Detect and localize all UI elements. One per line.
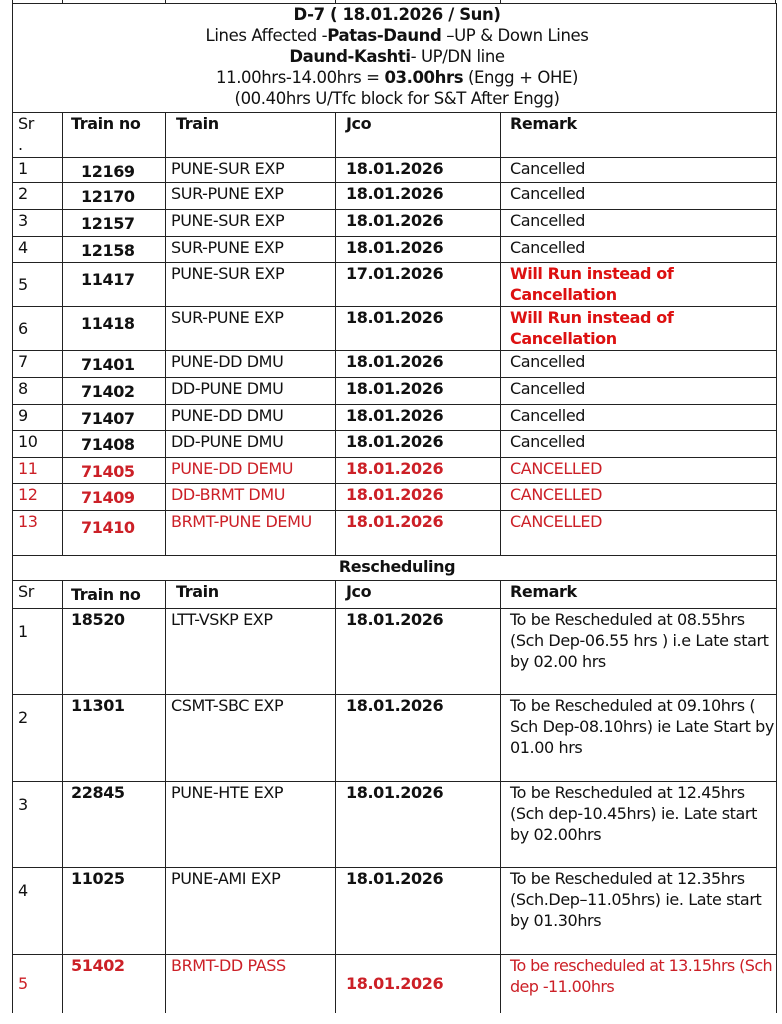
row-jco-date: 18.01.2026 bbox=[336, 955, 501, 1013]
banner-lines-affected bbox=[18, 25, 776, 46]
row-sr: 3 bbox=[13, 782, 63, 868]
cancellation-row bbox=[13, 237, 777, 263]
cancellation-row bbox=[13, 307, 777, 351]
row-train-no: 71407 bbox=[63, 405, 166, 431]
row-remark: Cancelled bbox=[501, 183, 777, 210]
header-train-no: Train no bbox=[63, 113, 166, 158]
row-train-no: 11025 bbox=[63, 868, 166, 955]
row-sr: 10 bbox=[13, 431, 63, 458]
banner-section-daund-kashti: Daund-Kashti bbox=[289, 47, 411, 66]
row-sr: 1 bbox=[13, 158, 63, 183]
row-train-name: LTT-VSKP EXP bbox=[166, 609, 336, 695]
row-sr: 2 bbox=[13, 183, 63, 210]
row-sr: 4 bbox=[13, 868, 63, 955]
row-jco-date: 18.01.2026 bbox=[336, 237, 501, 263]
cancellation-row bbox=[13, 431, 777, 458]
cancellation-header-row bbox=[13, 113, 777, 158]
row-jco-date: 18.01.2026 bbox=[336, 183, 501, 210]
row-train-name: DD-PUNE DMU bbox=[166, 378, 336, 405]
row-train-name: DD-BRMT DMU bbox=[166, 484, 336, 511]
row-remark: Will Run instead of Cancellation bbox=[501, 263, 777, 307]
row-jco-date: 18.01.2026 bbox=[336, 351, 501, 378]
banner-text: 11.00hrs-14.00hrs = bbox=[216, 68, 385, 87]
block-banner-row bbox=[13, 4, 777, 113]
row-jco-date: 18.01.2026 bbox=[336, 405, 501, 431]
cancellation-row bbox=[13, 183, 777, 210]
row-jco-date: 18.01.2026 bbox=[336, 511, 501, 556]
row-train-no: 12169 bbox=[63, 158, 166, 183]
row-train-name: CSMT-SBC EXP bbox=[166, 695, 336, 782]
cancellation-row bbox=[13, 458, 777, 484]
row-train-no: 11418 bbox=[63, 307, 166, 351]
banner-note: (00.40hrs U/Tfc block for S&T After Engg) bbox=[234, 89, 560, 108]
row-sr: 5 bbox=[13, 263, 63, 307]
row-train-name: BRMT-PUNE DEMU bbox=[166, 511, 336, 556]
cancellation-row bbox=[13, 378, 777, 405]
row-jco-date: 18.01.2026 bbox=[336, 431, 501, 458]
row-train-no: 71409 bbox=[63, 484, 166, 511]
row-sr: 9 bbox=[13, 405, 63, 431]
rescheduling-row bbox=[13, 955, 777, 1013]
row-jco-date: 18.01.2026 bbox=[336, 158, 501, 183]
row-sr: 1 bbox=[13, 609, 63, 695]
row-sr: 12 bbox=[13, 484, 63, 511]
cancellation-row bbox=[13, 405, 777, 431]
row-train-no: 71405 bbox=[63, 458, 166, 484]
header-train-no: Train no bbox=[63, 581, 166, 609]
row-remark: Cancelled bbox=[501, 378, 777, 405]
row-train-name: PUNE-DD DMU bbox=[166, 351, 336, 378]
banner-text: –UP & Down Lines bbox=[441, 26, 589, 45]
header-train: Train bbox=[166, 113, 336, 158]
row-remark: CANCELLED bbox=[501, 458, 777, 484]
row-jco-date: 18.01.2026 bbox=[336, 868, 501, 955]
row-remark: To be Rescheduled at 12.35hrs (Sch.Dep–11.05hrs) ie. Late start by 01.30hrs bbox=[501, 868, 777, 955]
row-train-no: 11417 bbox=[63, 263, 166, 307]
row-sr: 13 bbox=[13, 511, 63, 556]
rescheduling-header-row bbox=[13, 581, 777, 609]
cancellation-row bbox=[13, 351, 777, 378]
row-train-name: PUNE-SUR EXP bbox=[166, 158, 336, 183]
row-remark: To be Rescheduled at 12.45hrs (Sch dep-10.45hrs) ie. Late start by 02.00hrs bbox=[501, 782, 777, 868]
row-sr: 8 bbox=[13, 378, 63, 405]
banner-text: - UP/DN line bbox=[410, 47, 505, 66]
row-train-no: 22845 bbox=[63, 782, 166, 868]
row-train-no: 71401 bbox=[63, 351, 166, 378]
row-train-name: PUNE-SUR EXP bbox=[166, 210, 336, 237]
row-jco-date: 18.01.2026 bbox=[336, 378, 501, 405]
row-train-no: 71408 bbox=[63, 431, 166, 458]
row-sr: 6 bbox=[13, 307, 63, 351]
row-remark: Cancelled bbox=[501, 237, 777, 263]
banner-text: Lines Affected - bbox=[205, 26, 328, 45]
row-train-no: 12157 bbox=[63, 210, 166, 237]
header-jco: Jco bbox=[336, 581, 501, 609]
row-train-name: PUNE-DD DMU bbox=[166, 405, 336, 431]
row-sr: 11 bbox=[13, 458, 63, 484]
header-remark: Remark bbox=[501, 581, 777, 609]
rescheduling-row bbox=[13, 868, 777, 955]
header-jco: Jco bbox=[336, 113, 501, 158]
row-remark: Cancelled bbox=[501, 351, 777, 378]
banner-daund-kashti bbox=[18, 46, 776, 67]
row-remark: Cancelled bbox=[501, 405, 777, 431]
header-remark: Remark bbox=[501, 113, 777, 158]
row-remark: To be Rescheduled at 08.55hrs (Sch Dep-06.55 hrs ) i.e Late start by 02.00 hrs bbox=[501, 609, 777, 695]
banner-block-time bbox=[18, 67, 776, 88]
row-train-no: 12158 bbox=[63, 237, 166, 263]
row-sr: 4 bbox=[13, 237, 63, 263]
row-jco-date: 18.01.2026 bbox=[336, 695, 501, 782]
row-remark: To be rescheduled at 13.15hrs (Sch dep -11.00hrs bbox=[501, 955, 777, 1013]
banner-duration: 03.00hrs bbox=[384, 68, 464, 87]
row-jco-date: 18.01.2026 bbox=[336, 609, 501, 695]
row-jco-date: 18.01.2026 bbox=[336, 484, 501, 511]
row-train-no: 51402 bbox=[63, 955, 166, 1013]
header-sr: Sr bbox=[13, 581, 63, 609]
header-sr: Sr . bbox=[13, 113, 63, 158]
row-train-no: 12170 bbox=[63, 183, 166, 210]
row-sr: 2 bbox=[13, 695, 63, 782]
rescheduling-row bbox=[13, 782, 777, 868]
rescheduling-section-title: Rescheduling bbox=[13, 556, 777, 581]
row-jco-date: 18.01.2026 bbox=[336, 307, 501, 351]
row-train-name: BRMT-DD PASS bbox=[166, 955, 336, 1013]
row-remark: To be Rescheduled at 09.10hrs ( Sch Dep-08.10hrs) ie Late Start by 01.00 hrs bbox=[501, 695, 777, 782]
banner-text: (Engg + OHE) bbox=[463, 68, 579, 87]
banner-title: D-7 ( 18.01.2026 / Sun) bbox=[293, 5, 501, 24]
row-jco-date: 18.01.2026 bbox=[336, 458, 501, 484]
banner-section-patas-daund: Patas-Daund bbox=[327, 26, 442, 45]
row-train-name: SUR-PUNE EXP bbox=[166, 183, 336, 210]
row-train-name: PUNE-DD DEMU bbox=[166, 458, 336, 484]
cancellation-row bbox=[13, 484, 777, 511]
row-jco-date: 18.01.2026 bbox=[336, 210, 501, 237]
cancellation-row bbox=[13, 511, 777, 556]
rescheduling-section-row bbox=[13, 556, 777, 581]
row-remark: Cancelled bbox=[501, 431, 777, 458]
block-schedule-table bbox=[12, 3, 777, 1013]
row-remark: CANCELLED bbox=[501, 484, 777, 511]
row-train-no: 18520 bbox=[63, 609, 166, 695]
cancellation-row bbox=[13, 210, 777, 237]
row-remark: Cancelled bbox=[501, 210, 777, 237]
row-jco-date: 18.01.2026 bbox=[336, 782, 501, 868]
row-sr: 3 bbox=[13, 210, 63, 237]
rescheduling-row bbox=[13, 609, 777, 695]
cancellation-row bbox=[13, 158, 777, 183]
row-train-no: 71402 bbox=[63, 378, 166, 405]
row-train-name: DD-PUNE DMU bbox=[166, 431, 336, 458]
row-train-name: SUR-PUNE EXP bbox=[166, 307, 336, 351]
row-train-name: PUNE-SUR EXP bbox=[166, 263, 336, 307]
block-banner bbox=[13, 4, 777, 113]
row-jco-date: 17.01.2026 bbox=[336, 263, 501, 307]
row-train-name: PUNE-HTE EXP bbox=[166, 782, 336, 868]
row-train-no: 71410 bbox=[63, 511, 166, 556]
row-train-no: 11301 bbox=[63, 695, 166, 782]
cancellation-row bbox=[13, 263, 777, 307]
row-sr: 5 bbox=[13, 955, 63, 1013]
row-remark: Will Run instead of Cancellation bbox=[501, 307, 777, 351]
row-sr: 7 bbox=[13, 351, 63, 378]
row-train-name: SUR-PUNE EXP bbox=[166, 237, 336, 263]
row-remark: Cancelled bbox=[501, 158, 777, 183]
row-train-name: PUNE-AMI EXP bbox=[166, 868, 336, 955]
row-remark: CANCELLED bbox=[501, 511, 777, 556]
rescheduling-row bbox=[13, 695, 777, 782]
header-train: Train bbox=[166, 581, 336, 609]
